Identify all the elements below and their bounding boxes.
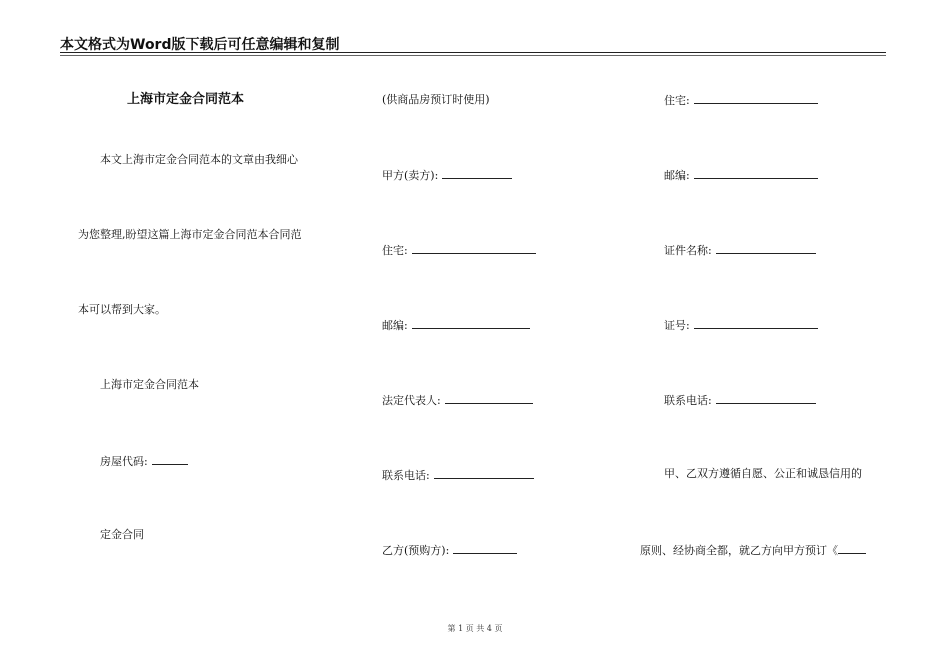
party-a-postcode-label: 邮编: bbox=[382, 319, 408, 332]
document-title: 上海市定金合同范本 bbox=[127, 92, 245, 107]
party-a-residence-label: 住宅: bbox=[382, 244, 408, 257]
id-name-label: 证件名称: bbox=[664, 244, 712, 257]
header-divider-secondary bbox=[60, 55, 886, 56]
section-subtitle: 上海市定金合同范本 bbox=[100, 378, 199, 391]
party-b-postcode-label: 邮编: bbox=[664, 169, 690, 182]
party-a-label: 甲方(卖方): bbox=[382, 169, 439, 182]
deposit-contract-heading: 定金合同 bbox=[100, 528, 144, 541]
party-b-phone-field bbox=[664, 392, 816, 408]
party-a-phone-label: 联系电话: bbox=[382, 469, 430, 482]
id-name-field bbox=[664, 242, 816, 258]
id-number-field bbox=[664, 317, 818, 333]
party-a-postcode-blank bbox=[412, 317, 530, 329]
house-code-field bbox=[100, 453, 188, 469]
party-a-residence-blank bbox=[412, 242, 536, 254]
party-b-label: 乙方(预购方): bbox=[382, 544, 450, 557]
party-a-blank bbox=[442, 167, 512, 179]
document-header-title: 本文格式为Word版下载后可任意编辑和复制 bbox=[60, 37, 340, 53]
intro-line-1: 本文上海市定金合同范本的文章由我细心 bbox=[100, 153, 298, 166]
house-code-blank bbox=[152, 453, 188, 465]
party-a-field bbox=[382, 167, 512, 183]
party-b-postcode-blank bbox=[694, 167, 818, 179]
party-a-phone-field bbox=[382, 467, 534, 483]
clause-line-2-text: 原则、经协商全都，就乙方向甲方预订《 bbox=[640, 544, 838, 557]
party-b-phone-blank bbox=[716, 392, 816, 404]
clause-line-1: 甲、乙双方遵循自愿、公正和诚恳信用的 bbox=[664, 467, 862, 480]
usage-note: (供商品房预订时使用) bbox=[382, 93, 490, 106]
party-b-postcode-field bbox=[664, 167, 818, 183]
id-number-blank bbox=[694, 317, 818, 329]
page-number: 第 1 页 共 4 页 bbox=[447, 624, 503, 633]
header-divider bbox=[60, 52, 886, 53]
clause-blank bbox=[838, 542, 866, 554]
legal-rep-field bbox=[382, 392, 533, 408]
party-b-residence-label: 住宅: bbox=[664, 94, 690, 107]
id-name-blank bbox=[716, 242, 816, 254]
legal-rep-label: 法定代表人: bbox=[382, 394, 441, 407]
party-a-phone-blank bbox=[434, 467, 534, 479]
party-a-postcode-field bbox=[382, 317, 530, 333]
id-number-label: 证号: bbox=[664, 319, 690, 332]
clause-line-2 bbox=[640, 542, 866, 558]
house-code-label: 房屋代码: bbox=[100, 455, 148, 468]
party-b-residence-blank bbox=[694, 92, 818, 104]
party-a-residence-field bbox=[382, 242, 536, 258]
party-b-blank bbox=[453, 542, 517, 554]
party-b-phone-label: 联系电话: bbox=[664, 394, 712, 407]
party-b-field bbox=[382, 542, 517, 558]
legal-rep-blank bbox=[445, 392, 533, 404]
party-b-residence-field bbox=[664, 92, 818, 108]
intro-line-3: 本可以帮到大家。 bbox=[78, 303, 166, 316]
intro-line-2: 为您整理,盼望这篇上海市定金合同范本合同范 bbox=[78, 228, 302, 241]
